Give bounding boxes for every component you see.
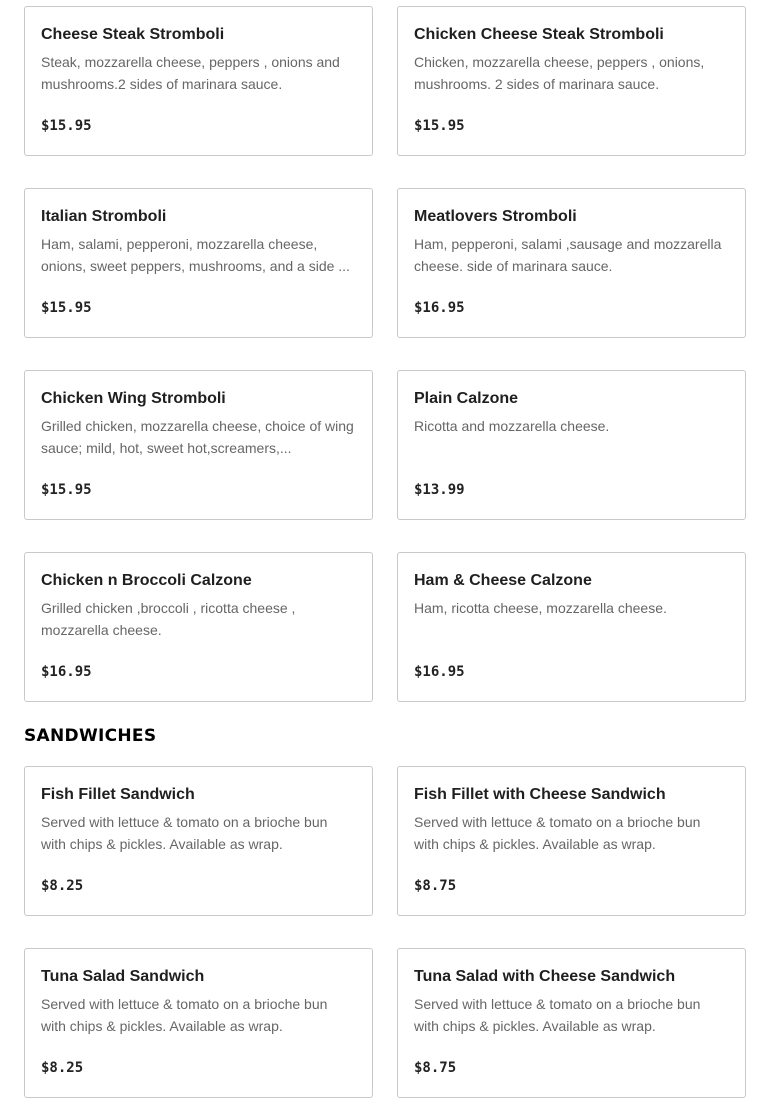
- menu-item-price: $15.95: [41, 300, 92, 316]
- menu-item-price: $16.95: [414, 664, 465, 680]
- menu-item-description: Ham, ricotta cheese, mozzarella cheese.: [414, 600, 667, 616]
- menu-item-card[interactable]: [397, 370, 746, 520]
- menu-item-description: Served with lettuce & tomato on a brioche bun with chips & pickles. Available as wrap.: [41, 996, 328, 1034]
- stromboli-calzone-grid: [24, 6, 746, 702]
- menu-item-price: $15.95: [41, 482, 92, 498]
- menu-item-name: Chicken n Broccoli Calzone: [41, 572, 252, 589]
- menu-item-name: Chicken Wing Stromboli: [41, 390, 226, 407]
- menu-item-price: $8.75: [414, 878, 457, 894]
- menu-item-description: Steak, mozzarella cheese, peppers , onions and mushrooms.2 sides of marinara sauce.: [41, 54, 340, 92]
- menu-item-description: Grilled chicken, mozzarella cheese, choice of wing sauce; mild, hot, sweet hot,screamers,...: [41, 418, 354, 456]
- menu-item-description: Grilled chicken ,broccoli , ricotta cheese , mozzarella cheese.: [41, 600, 296, 638]
- menu-item-card[interactable]: [397, 948, 746, 1098]
- menu-item-name: Italian Stromboli: [41, 208, 167, 225]
- menu-item-description: Ham, pepperoni, salami ,sausage and mozzarella cheese. side of marinara sauce.: [414, 236, 722, 274]
- menu-item-description: Chicken, mozzarella cheese, peppers , onions, mushrooms. 2 sides of marinara sauce.: [414, 54, 705, 92]
- menu-item-card[interactable]: [397, 188, 746, 338]
- menu-item-price: $8.75: [414, 1060, 457, 1076]
- menu-item-price: $15.95: [41, 118, 92, 134]
- menu-item-name: Plain Calzone: [414, 390, 519, 407]
- menu-item-card[interactable]: [24, 552, 373, 702]
- menu-item-name: Tuna Salad Sandwich: [41, 968, 205, 985]
- menu-item-price: $8.25: [41, 1060, 84, 1076]
- menu-item-card[interactable]: [24, 370, 373, 520]
- menu-item-card[interactable]: [397, 552, 746, 702]
- menu-item-description: Ham, salami, pepperoni, mozzarella cheese, onions, sweet peppers, mushrooms, and a side ...: [41, 236, 350, 274]
- menu-item-card[interactable]: [24, 188, 373, 338]
- menu-item-price: $13.99: [414, 482, 465, 498]
- menu-item-card[interactable]: [397, 6, 746, 156]
- menu-item-description: Served with lettuce & tomato on a brioche bun with chips & pickles. Available as wrap.: [41, 814, 328, 852]
- menu-item-card[interactable]: [24, 948, 373, 1098]
- menu-item-name: Tuna Salad with Cheese Sandwich: [414, 968, 676, 985]
- menu-item-price: $8.25: [41, 878, 84, 894]
- menu-item-name: Fish Fillet Sandwich: [41, 786, 195, 803]
- menu-item-name: Ham & Cheese Calzone: [414, 572, 592, 589]
- menu-item-card[interactable]: [24, 6, 373, 156]
- menu-item-name: Meatlovers Stromboli: [414, 208, 577, 225]
- menu-item-price: $15.95: [414, 118, 465, 134]
- menu-item-name: Fish Fillet with Cheese Sandwich: [414, 786, 666, 803]
- menu-item-price: $16.95: [41, 664, 92, 680]
- sandwiches-grid: [24, 766, 746, 1098]
- menu-item-name: Cheese Steak Stromboli: [41, 26, 225, 43]
- menu-item-card[interactable]: [397, 766, 746, 916]
- menu-item-price: $16.95: [414, 300, 465, 316]
- menu-item-description: Ricotta and mozzarella cheese.: [414, 418, 610, 434]
- section-heading-sandwiches: SANDWICHES: [24, 726, 157, 746]
- menu-item-card[interactable]: [24, 766, 373, 916]
- menu-item-description: Served with lettuce & tomato on a brioche bun with chips & pickles. Available as wrap.: [414, 814, 701, 852]
- menu-item-name: Chicken Cheese Steak Stromboli: [414, 26, 664, 43]
- menu-item-description: Served with lettuce & tomato on a brioche bun with chips & pickles. Available as wrap.: [414, 996, 701, 1034]
